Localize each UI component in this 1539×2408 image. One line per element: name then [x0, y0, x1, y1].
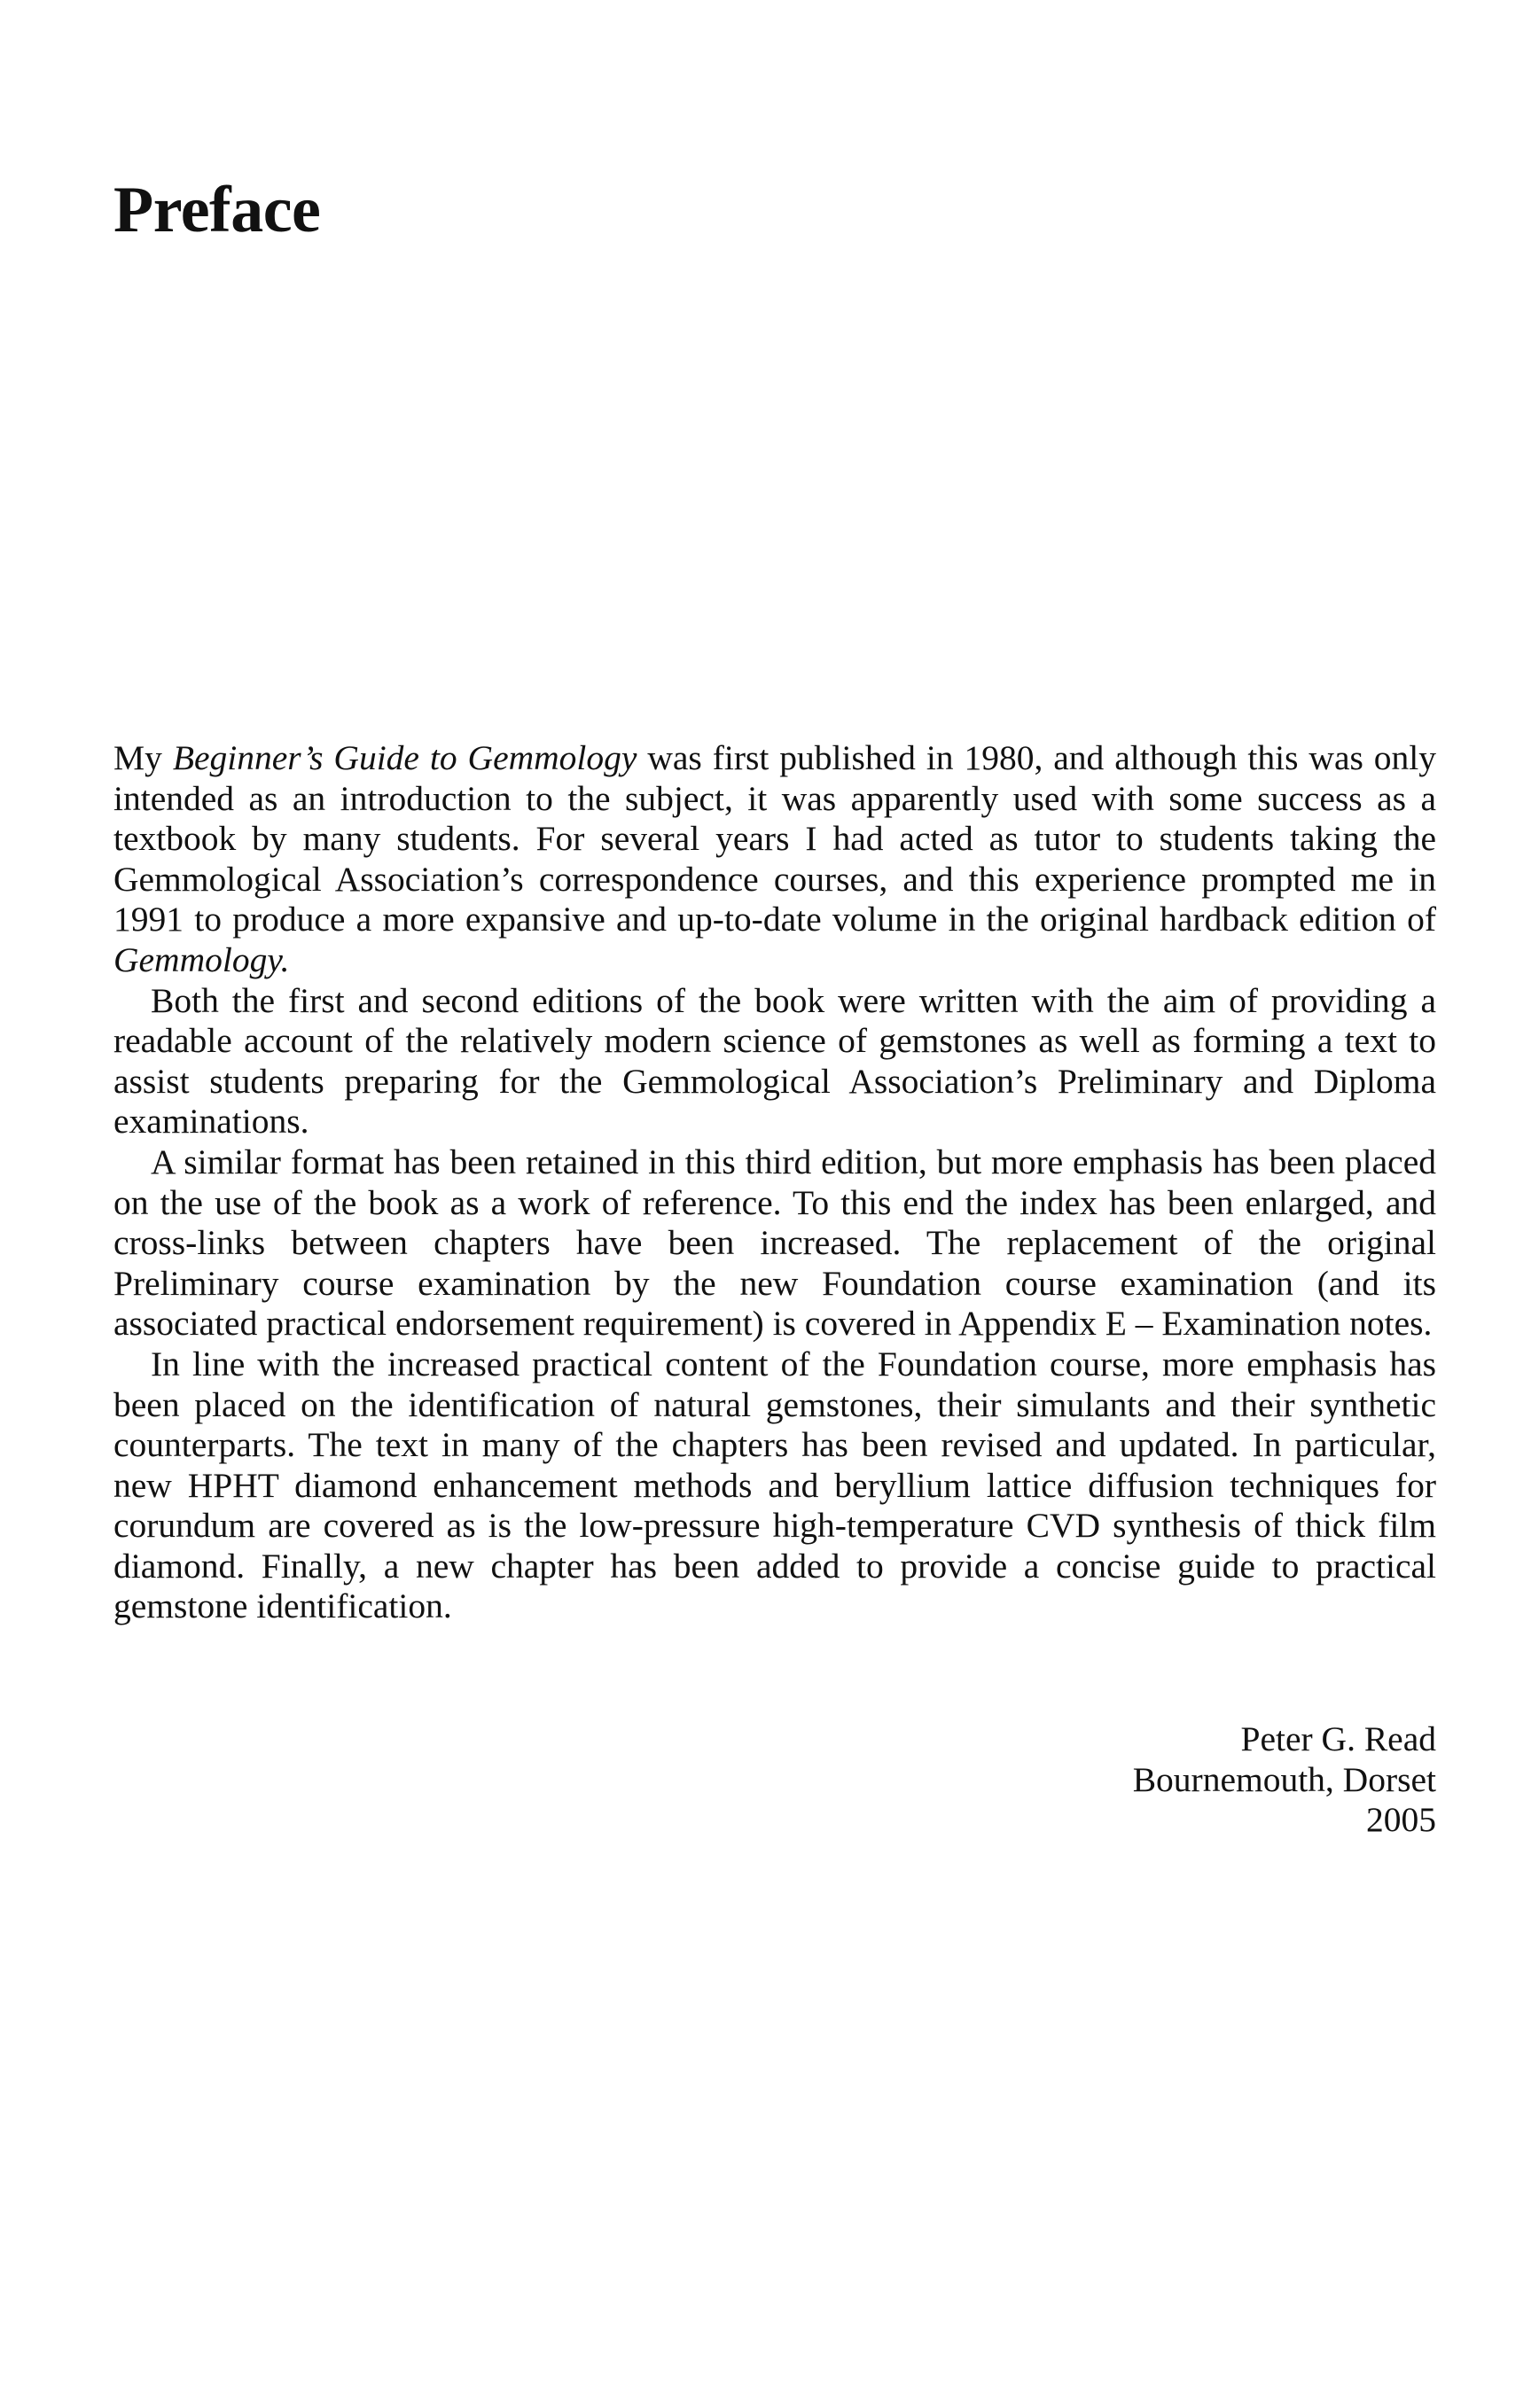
paragraph-2: Both the first and second editions of the book were written with the aim of providing a readable account of the relatively modern science of gemstones as well as forming a text to assist students preparing for the Gemmological Association’s Preliminary and Diploma examinations.	[113, 980, 1436, 1142]
author-location: Bournemouth, Dorset	[1132, 1759, 1436, 1799]
paragraph-1-lead: My	[113, 738, 173, 777]
paragraph-1	[113, 738, 1436, 981]
paragraph-3: A similar format has been retained in this third edition, but more emphasis has been placed on the use of the book as a work of reference. To this end the index has been enlarged, and cross-links between chapters have been increased. The replacement of the original Preliminary course examination by the new Foundation course examination (and its associated practical endorsement requirement) is covered in Appendix E – Examination notes.	[113, 1142, 1436, 1344]
paragraph-1-middle: was first published in 1980, and although this was only intended as an introduction to the subject, it was apparently used with some success as a textbook by many students. For several years I had acted as tutor to students taking the Gemmological Association’s correspondence courses, and this experience prompted me in 1991 to produce a more expansive and up-to-date volume in the original hardback edition of	[113, 738, 1436, 939]
book-title-italic: Beginner’s Guide to Gemmology	[172, 738, 637, 777]
book-title-italic-2: Gemmology.	[113, 939, 290, 979]
paragraph-4: In line with the increased practical content of the Foundation course, more emphasis has been placed on the identification of natural gemstones, their simulants and their synthetic counterparts. The text in many of the chapters has been revised and updated. In particular, new HPHT diamond enhancement methods and beryllium lattice diffusion techniques for corundum are covered as is the low-pressure high-temperature CVD synthesis of thick film diamond. Finally, a new chapter has been added to provide a concise guide to practical gemstone identification.	[113, 1344, 1436, 1626]
author-signature	[1133, 1719, 1436, 1841]
author-name: Peter G. Read	[1240, 1719, 1436, 1758]
preface-body	[113, 738, 1436, 1627]
signature-year: 2005	[1366, 1800, 1436, 1840]
page-title: Preface	[113, 174, 321, 246]
